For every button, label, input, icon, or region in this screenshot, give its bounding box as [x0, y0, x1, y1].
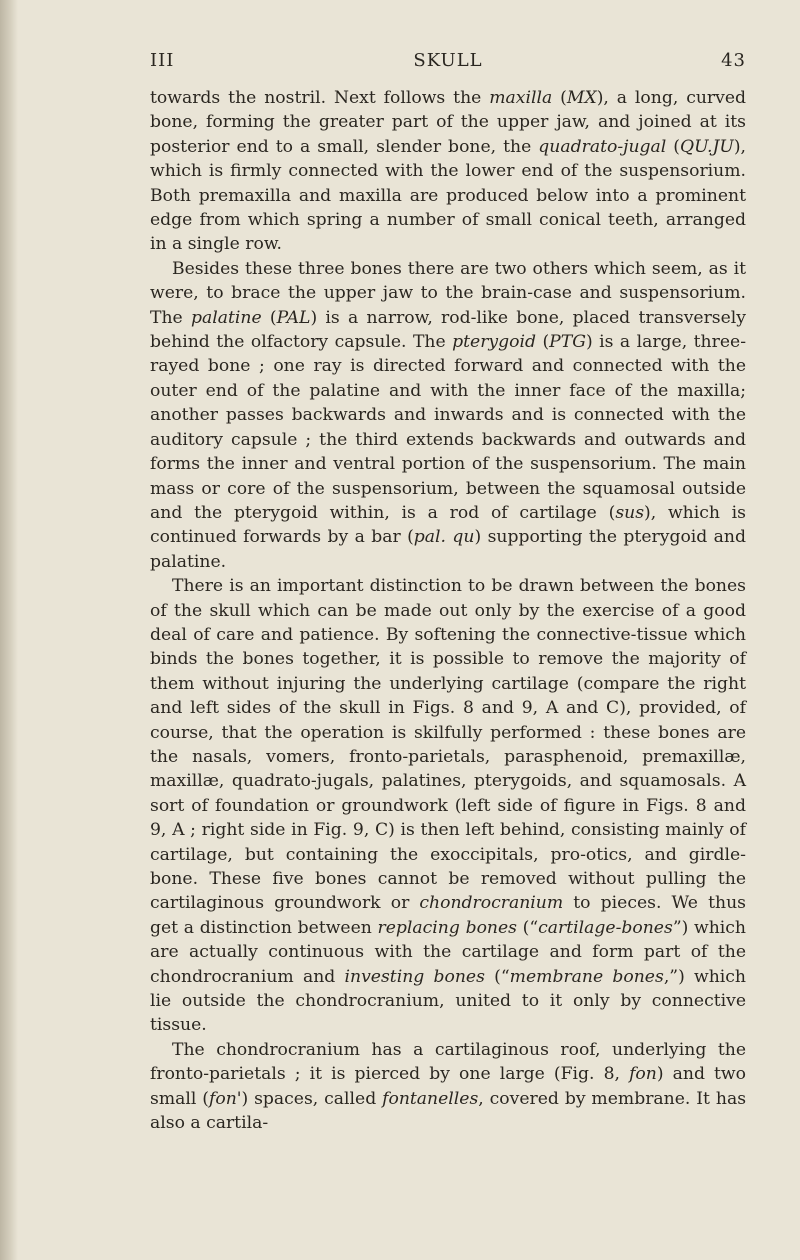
text-run: , covered by membrane. It has also a cartila-: [150, 1088, 747, 1134]
text-run: The chondrocranium has a cartilaginous roof, underlying the fronto-parietals ; it is pierced by one large (Fig. 8,: [150, 1039, 746, 1085]
text-run: (“: [516, 917, 539, 938]
italic-term: sus: [615, 502, 645, 523]
italic-term: fon': [208, 1088, 242, 1109]
text-run: ) supporting the pterygoid and palatine.: [150, 527, 746, 572]
text-run: ) is a large, three-rayed bone ; one ray is directed forward and connected with the outer end of the palatine and with the inner face of the maxilla; another passes backwards and inwards and is connected with the auditory capsule ; the third extends backwards and outwards and forms the inner and ventral portion of the suspensorium. The main mass or core of the suspensorium, between the squamosal outside and the pterygoid within, is a rod of cartilage (: [150, 332, 746, 523]
italic-term: cartilage-bones: [538, 917, 673, 938]
body-text: [150, 86, 746, 1135]
text-run: ) and two small (: [150, 1064, 746, 1109]
paragraph-1: [150, 86, 746, 257]
text-run: Besides these three bones there are two others which seem, as it were, to brace the upper jaw to the brain-case and suspensorium. The: [150, 258, 746, 328]
text-run: ,”) which lie outside the chondrocranium, united to it only by connective tissue.: [150, 966, 746, 1036]
text-run: (: [666, 136, 680, 157]
text-run: (: [536, 332, 550, 353]
italic-term: membrane bones: [509, 966, 664, 987]
text-run: ), which is firmly connected with the lower end of the suspensorium. Both premaxilla and maxilla are produced below into a prominent edge from which spring a number of small conical teeth, arranged in a single row.: [150, 136, 747, 255]
text-run: ), a long, curved bone, forming the greater part of the upper jaw, and joined at its posterior end to a small, slender bone, the: [150, 88, 747, 157]
paragraph-2: [150, 257, 746, 574]
italic-term: QU.JU: [680, 136, 734, 157]
text-run: There is an important distinction to be drawn between the bones of the skull which can be made out only by the exercise of a good deal of care and patience. By softening the connective-tissue which binds the bones together, it is possible to remove the majority of them without injuring the underlying cartilage (compare the right and left sides of the skull in Figs. 8 and 9, A and C), provided, of course, that the operation is skilfully performed : these bones are the nasals, vomers, fronto-parietals, parasphenoid, premaxillæ, maxillæ, quadrato-jugals, palatines, pterygoids, and squamosals. A sort of foundation or groundwork (left side of figure in Figs. 8 and 9, A ; right side in Fig. 9, C) is then left behind, consisting mainly of cartilage, but containing the exoccipitals, pro-otics, and girdle-bone. These five bones cannot be removed without pulling the cartilaginous groundwork or: [150, 576, 746, 914]
page-number: 43: [721, 50, 746, 71]
italic-term: maxilla: [489, 88, 553, 108]
text-run: to pieces. We thus get a distinction between: [150, 893, 746, 938]
running-title: SKULL: [413, 50, 483, 71]
text-run: towards the nostril. Next follows the: [150, 88, 490, 108]
paragraph-3: [150, 574, 746, 1038]
text-run: ) spaces, called: [241, 1088, 383, 1109]
italic-term: PAL: [276, 307, 311, 328]
italic-term: investing bones: [344, 966, 485, 987]
italic-term: MX: [566, 88, 597, 108]
italic-term: fon: [629, 1064, 657, 1085]
italic-term: pal. qu: [413, 527, 475, 548]
italic-term: chondrocranium: [419, 893, 564, 914]
italic-term: fontanelles: [382, 1088, 479, 1109]
italic-term: pterygoid: [452, 332, 536, 353]
italic-term: PTG: [549, 332, 586, 353]
running-header: [150, 50, 746, 80]
italic-term: replacing bones: [377, 917, 517, 938]
paragraph-4: [150, 1038, 746, 1136]
italic-term: palatine: [190, 307, 262, 328]
chapter-number: III: [150, 50, 175, 71]
text-run: (“: [484, 966, 510, 987]
text-run: ) is a narrow, rod-like bone, placed transversely behind the olfactory capsule. The: [150, 307, 747, 353]
text-run: (: [261, 307, 277, 328]
text-run: ), which is continued forwards by a bar (: [150, 502, 747, 548]
text-run: (: [552, 88, 567, 108]
text-run: ”) which are actually continuous with the cartilage and form part of the chondrocranium and: [150, 917, 746, 987]
italic-term: quadrato-jugal: [538, 136, 667, 157]
